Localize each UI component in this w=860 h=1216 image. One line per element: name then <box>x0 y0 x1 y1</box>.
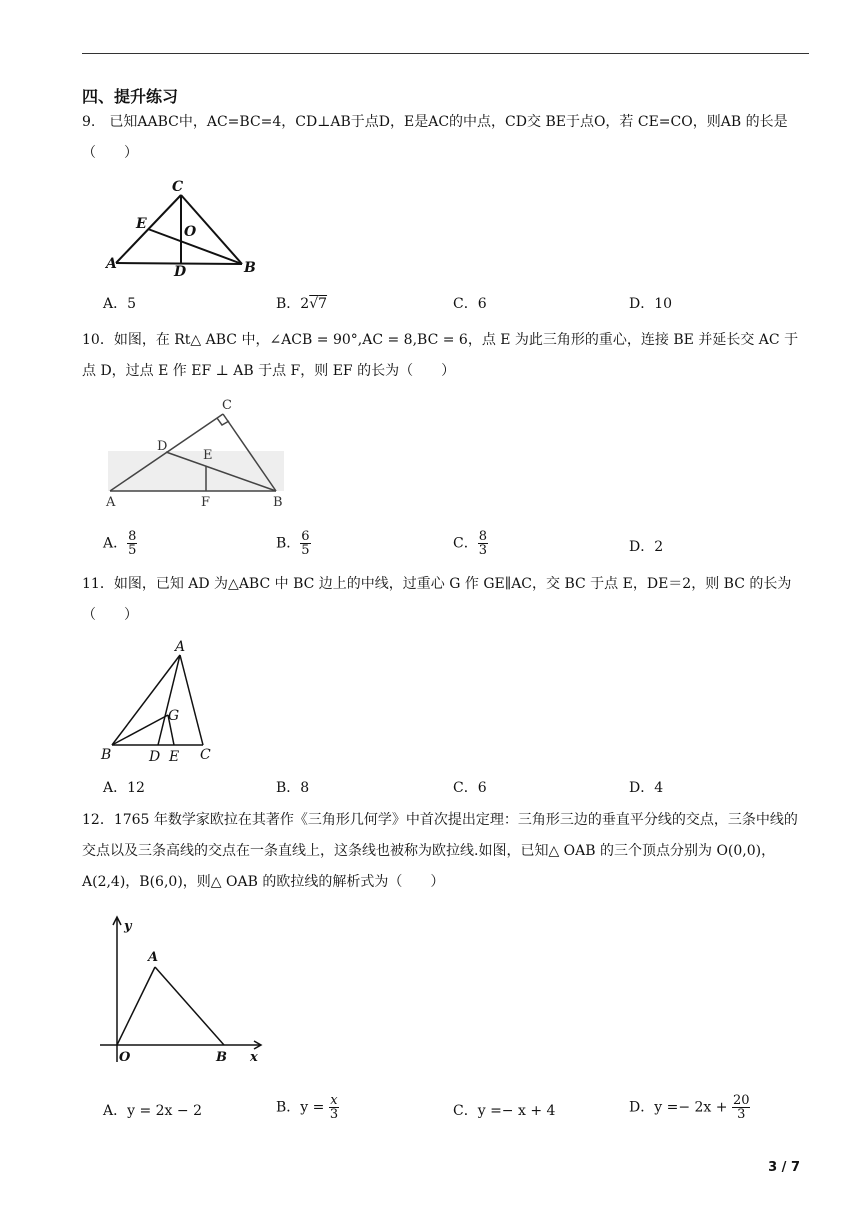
q9-label-d: D <box>174 264 187 280</box>
q10-option-b: B． $\frac{6}{5}$ <box>276 529 310 558</box>
q12-label-a: A <box>148 950 159 965</box>
q12-option-b: B．y = $\frac{x}{3}$ <box>276 1093 339 1122</box>
q10-label-b: B <box>273 495 283 510</box>
q12-label-y: y <box>124 919 132 934</box>
q12-option-a: A．y = 2x − 2 <box>103 1103 202 1119</box>
q11-label-b: B <box>101 747 112 763</box>
q11-label-c: C <box>200 747 211 763</box>
q10-label-d: D <box>157 439 168 454</box>
q9-option-d: D．10 <box>629 296 673 312</box>
q11-option-b: B．8 <box>276 780 310 796</box>
q9-option-c: C．6 <box>453 296 487 312</box>
q11-label-g: G <box>168 708 180 724</box>
q10-label-a: A <box>106 495 116 510</box>
q10-option-d: D．2 <box>629 539 664 555</box>
q12-label-o: O <box>119 1050 131 1065</box>
header-rule <box>82 53 809 54</box>
q12-option-c: C．y =− x + 4 <box>453 1103 556 1119</box>
question-9-text: 9. 已知AABC中，AC=BC=4，CD⊥AB于点D，E是AC的中点，CD交 BE于点O，若 CE=CO，则AB 的长是（ ） <box>82 114 788 161</box>
page-number: 3 / 7 <box>768 1160 800 1175</box>
q9-label-o: O <box>184 224 197 240</box>
q11-option-d: D．4 <box>629 780 664 796</box>
section-heading: 四、提升练习 <box>82 87 179 106</box>
q12-option-d: D．y =− 2x + $\frac{20}{3}$ <box>629 1093 750 1122</box>
question-12-text: 12．1765 年数学家欧拉在其著作《三角形几何学》中首次提出定理：三角形三边的垂直平分线的交点，三条中线的交点以及三条高线的交点在一条直线上，这条线也被称为欧拉线.如图，已知△ OAB 的三个顶点分别为 O(0,0)，A(2,4)，B(6,0)，则△ OAB 的欧拉线的解析式为（ ） <box>82 812 798 890</box>
question-12-figure <box>100 912 270 1072</box>
q9-label-b: B <box>244 260 256 276</box>
q11-label-e: E <box>169 749 180 765</box>
q9-label-c: C <box>172 179 184 195</box>
q12-label-b: B <box>216 1050 227 1065</box>
q10-label-f: F <box>201 495 211 510</box>
q10-label-c: C <box>222 398 232 413</box>
q11-label-a: A <box>175 639 186 655</box>
q9-label-a: A <box>106 256 117 272</box>
q12-label-x: x <box>250 1050 258 1065</box>
question-9-figure <box>104 176 264 280</box>
question-11-text: 11．如图，已知 AD 为△ABC 中 BC 边上的中线，过重心 G 作 GE∥AC，交 BC 于点 E，DE＝2，则 BC 的长为（ ） <box>82 576 792 623</box>
q11-option-a: A．12 <box>103 780 145 796</box>
q10-option-c: C． $\frac{8}{3}$ <box>453 529 487 558</box>
q9-option-a: A．5 <box>103 296 137 312</box>
q9-option-b: B．2√7 <box>276 296 328 312</box>
question-10-text: 10．如图，在 Rt△ ABC 中，∠ACB = 90°,AC = 8,BC = 6，点 E 为此三角形的重心，连接 BE 并延长交 AC 于点 D，过点 E 作 EF ⊥ AB 于点 F，则 EF 的长为（ ） <box>82 332 799 379</box>
question-10-figure <box>104 394 284 512</box>
q10-label-e: E <box>203 448 213 463</box>
q9-label-e: E <box>136 216 147 232</box>
q11-option-c: C．6 <box>453 780 487 796</box>
q10-option-a: A． $\frac{8}{5}$ <box>103 529 137 558</box>
question-11-figure <box>100 638 220 766</box>
q11-label-d: D <box>149 749 161 765</box>
